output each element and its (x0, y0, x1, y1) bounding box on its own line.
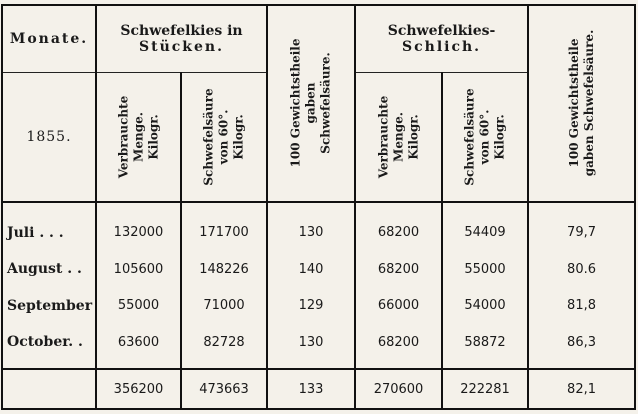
sulfur-pyrite-table (1, 4, 636, 410)
value-cell: 132000 (96, 215, 181, 252)
total-cell: 82,1 (528, 369, 635, 409)
g2-yield-l1: 100 Gewichtstheile (566, 38, 581, 168)
value-cell: 129 (267, 288, 355, 325)
value-cell: 54000 (442, 288, 528, 325)
value-cell: 63600 (96, 324, 181, 361)
value-cell: 130 (267, 215, 355, 252)
g1-amount-l1: Verbrauchte (116, 95, 130, 179)
header-monate (2, 5, 96, 73)
monate-label: Monate. (9, 31, 89, 48)
group-schlich-line2: Schlich. (402, 39, 482, 56)
value-cell: 80.6 (528, 251, 635, 288)
table-row (2, 288, 635, 325)
value-cell: 55000 (96, 288, 181, 325)
group-pieces-line2: Stücken. (139, 39, 224, 56)
month-cell: September (2, 288, 96, 325)
g2-acid-l1: Schwefelsäure (462, 88, 477, 186)
group-pieces-line1: Schwefelkies in (120, 23, 243, 40)
value-cell: 148226 (181, 251, 267, 288)
value-cell: 130 (267, 324, 355, 361)
total-cell: 270600 (355, 369, 442, 409)
g2-amount-l2: Menge. (391, 111, 406, 162)
value-cell: 81,8 (528, 288, 635, 325)
value-cell: 171700 (181, 215, 267, 252)
month-cell: August . . (2, 251, 96, 288)
month-cell: Juli . . . (2, 215, 96, 252)
year-label: 1855. (26, 128, 72, 145)
value-cell: 54409 (442, 215, 528, 252)
value-cell: 71000 (181, 288, 267, 325)
value-cell: 58872 (442, 324, 528, 361)
value-cell: 82728 (181, 324, 267, 361)
header-g1-acid (181, 73, 267, 202)
header-g1-amount (96, 73, 181, 202)
g2-amount-l3: Kilogr. (406, 114, 421, 160)
total-cell: 222281 (442, 369, 528, 409)
total-cell: 473663 (181, 369, 267, 409)
g2-acid-l3: Kilogr. (492, 114, 507, 160)
header-g1-yield (267, 5, 355, 202)
table-row (2, 215, 635, 252)
value-cell: 66000 (355, 288, 442, 325)
value-cell: 68200 (355, 324, 442, 361)
value-cell: 140 (267, 251, 355, 288)
totals-row (2, 369, 635, 409)
value-cell: 105600 (96, 251, 181, 288)
g1-yield-l1: 100 Gewichtstheile (288, 38, 303, 168)
table-row (2, 324, 635, 361)
g2-yield-l2: gaben Schwefelsäure. (581, 30, 596, 177)
value-cell: 68200 (355, 215, 442, 252)
value-cell: 86,3 (528, 324, 635, 361)
g2-amount-l1: Verbrauchte (376, 95, 391, 179)
header-group-schlich (355, 5, 528, 73)
g1-amount-l3: Kilogr. (146, 114, 160, 160)
table-row (2, 251, 635, 288)
total-cell: 133 (267, 369, 355, 409)
total-cell: 356200 (96, 369, 181, 409)
header-g2-amount (355, 73, 442, 202)
value-cell: 55000 (442, 251, 528, 288)
value-cell: 79,7 (528, 215, 635, 252)
header-g2-acid (442, 73, 528, 202)
month-cell: October. . (2, 324, 96, 361)
g1-acid-l2: von 60°. (216, 109, 231, 165)
header-g2-yield (528, 5, 635, 202)
g1-acid-l3: Kilogr. (231, 114, 246, 160)
header-year (2, 73, 96, 202)
group-schlich-line1: Schwefelkies- (387, 23, 496, 40)
g1-amount-l2: Menge. (131, 111, 145, 162)
header-group-pieces (96, 5, 267, 73)
g1-yield-l2: gaben (303, 82, 318, 124)
totals-label-cell (2, 369, 96, 409)
g2-acid-l2: von 60°. (477, 109, 492, 165)
value-cell: 68200 (355, 251, 442, 288)
g1-acid-l1: Schwefelsäure (201, 88, 216, 186)
g1-yield-l3: Schwefelsäure. (318, 52, 333, 155)
